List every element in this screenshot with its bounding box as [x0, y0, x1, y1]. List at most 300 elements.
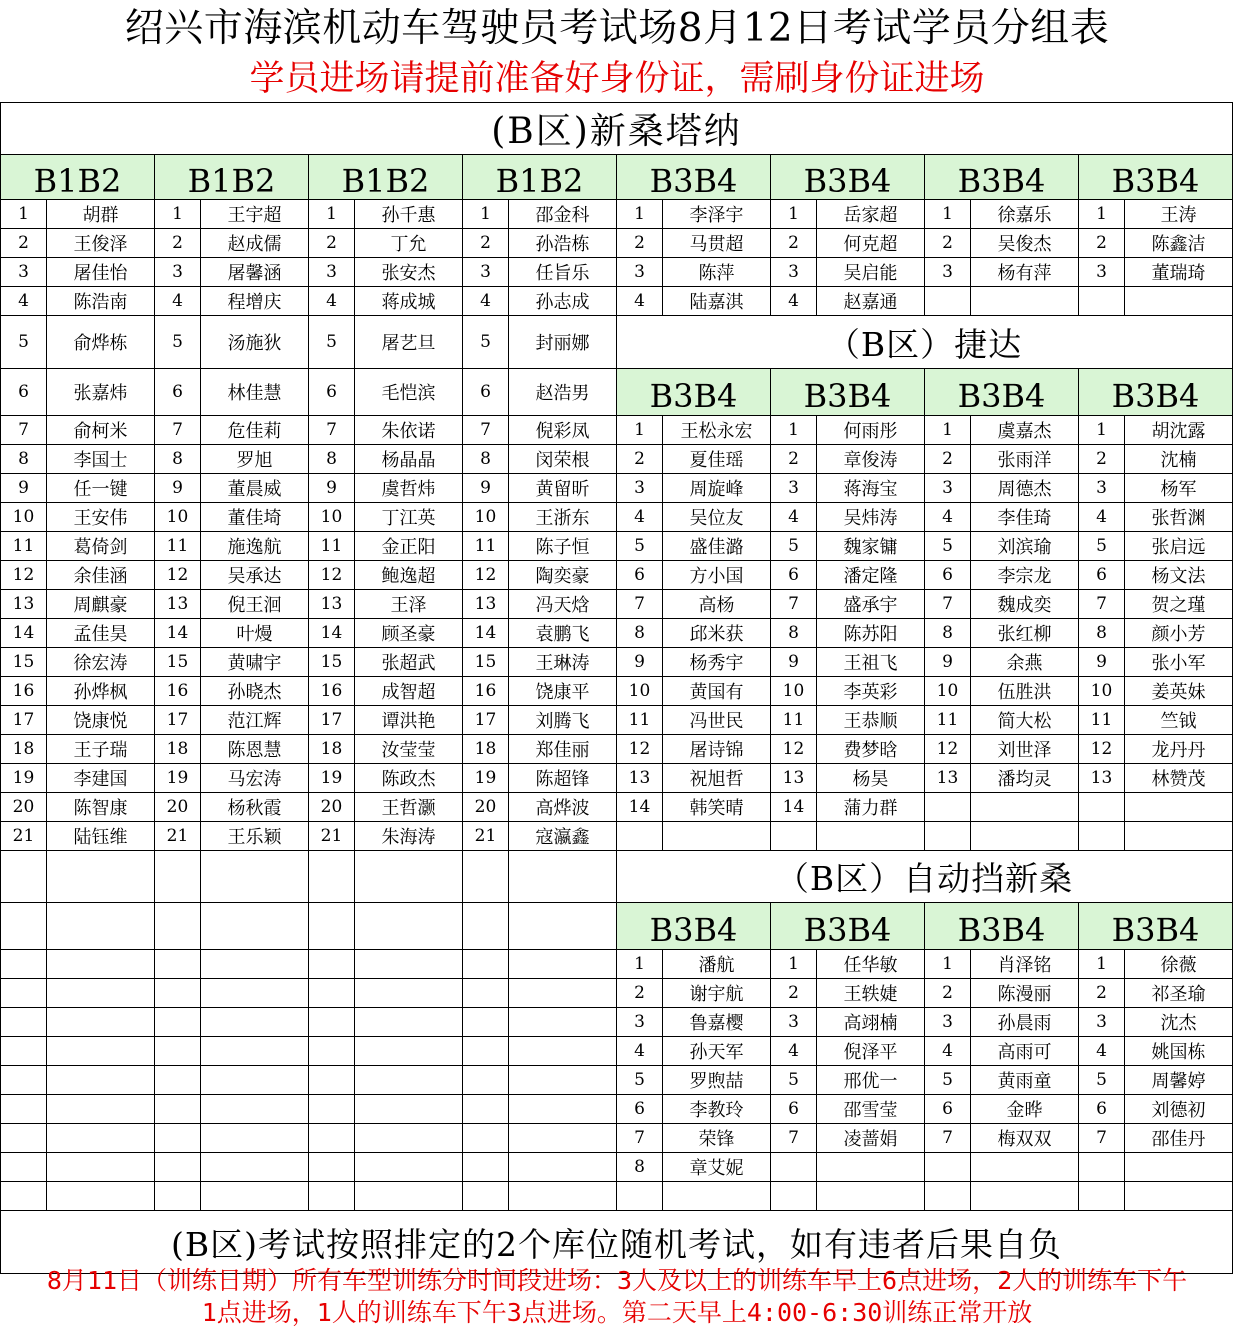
student-name: 王涛 [1125, 200, 1233, 229]
student-name: 俞烨栋 [47, 316, 155, 369]
student-name: 王宇超 [201, 200, 309, 229]
student-number: 3 [155, 258, 201, 287]
student-name: 陈萍 [663, 258, 771, 287]
student-name: 何克超 [817, 229, 925, 258]
student-number: 2 [1, 229, 47, 258]
student-number: 2 [1079, 229, 1125, 258]
empty-cell [201, 1008, 309, 1037]
empty-cell [463, 979, 509, 1008]
student-number: 2 [771, 445, 817, 474]
empty-cell [509, 1182, 617, 1211]
student-number: 3 [925, 1008, 971, 1037]
student-number: 2 [155, 229, 201, 258]
student-number: 2 [617, 445, 663, 474]
student-number: 14 [463, 619, 509, 648]
empty-cell [355, 1066, 463, 1095]
empty-cell [155, 1182, 201, 1211]
student-name: 徐宏涛 [47, 648, 155, 677]
student-name: 寇瀛鑫 [509, 822, 617, 851]
empty-cell [463, 1008, 509, 1037]
student-number: 18 [463, 735, 509, 764]
group-header-b3b4: B3B4 [617, 369, 771, 416]
student-number: 17 [155, 706, 201, 735]
student-number: 8 [309, 445, 355, 474]
student-name: 陶奕豪 [509, 561, 617, 590]
empty-cell [47, 1066, 155, 1095]
student-name: 黄啸宇 [201, 648, 309, 677]
empty-cell [1125, 793, 1233, 822]
empty-cell [355, 851, 463, 903]
student-name: 高翊楠 [817, 1008, 925, 1037]
student-name: 李国士 [47, 445, 155, 474]
empty-cell [771, 1153, 817, 1182]
table-row [1, 103, 1233, 155]
student-number: 7 [1079, 590, 1125, 619]
empty-cell [925, 1182, 971, 1211]
empty-cell [1079, 1153, 1125, 1182]
student-number: 17 [1, 706, 47, 735]
student-number: 6 [771, 561, 817, 590]
student-number: 6 [1079, 1095, 1125, 1124]
student-number: 15 [463, 648, 509, 677]
student-number: 3 [771, 258, 817, 287]
empty-cell [47, 1095, 155, 1124]
student-name: 杨有萍 [971, 258, 1079, 287]
student-number: 14 [309, 619, 355, 648]
student-name: 高烨波 [509, 793, 617, 822]
student-name: 张红柳 [971, 619, 1079, 648]
student-name: 黄雨童 [971, 1066, 1079, 1095]
empty-cell [355, 1182, 463, 1211]
empty-cell [47, 950, 155, 979]
student-name: 周麒豪 [47, 590, 155, 619]
student-number: 2 [1079, 445, 1125, 474]
student-name: 罗旭 [201, 445, 309, 474]
student-number: 2 [309, 229, 355, 258]
empty-cell [925, 287, 971, 316]
student-number: 7 [617, 590, 663, 619]
student-name: 费梦晗 [817, 735, 925, 764]
student-number: 6 [309, 369, 355, 416]
student-number: 8 [155, 445, 201, 474]
empty-cell [47, 1153, 155, 1182]
student-name: 胡沈露 [1125, 416, 1233, 445]
student-name: 孙烨枫 [47, 677, 155, 706]
student-name: 林佳慧 [201, 369, 309, 416]
empty-cell [925, 822, 971, 851]
empty-cell [1, 979, 47, 1008]
empty-cell [1, 903, 47, 950]
empty-cell [309, 1182, 355, 1211]
student-number: 3 [925, 474, 971, 503]
student-name: 张启远 [1125, 532, 1233, 561]
student-number: 5 [925, 532, 971, 561]
empty-cell [509, 1066, 617, 1095]
table-row [1, 532, 1233, 561]
empty-cell [309, 851, 355, 903]
student-name: 潘定隆 [817, 561, 925, 590]
student-name: 陆嘉淇 [663, 287, 771, 316]
student-name: 竺钺 [1125, 706, 1233, 735]
student-number: 1 [1079, 950, 1125, 979]
student-name: 盛佳潞 [663, 532, 771, 561]
student-number: 4 [771, 287, 817, 316]
student-name: 姚国栋 [1125, 1037, 1233, 1066]
student-name: 陈智康 [47, 793, 155, 822]
student-name: 黄留昕 [509, 474, 617, 503]
empty-cell [155, 979, 201, 1008]
student-name: 吴位友 [663, 503, 771, 532]
empty-cell [155, 1124, 201, 1153]
empty-cell [309, 1153, 355, 1182]
student-number: 9 [155, 474, 201, 503]
student-number: 7 [1, 416, 47, 445]
table-row [1, 648, 1233, 677]
student-number: 2 [925, 979, 971, 1008]
table-row [1, 950, 1233, 979]
student-name: 赵成儒 [201, 229, 309, 258]
student-number: 8 [771, 619, 817, 648]
table-row [1, 561, 1233, 590]
student-name: 罗煦喆 [663, 1066, 771, 1095]
empty-cell [309, 979, 355, 1008]
table-row [1, 1153, 1233, 1182]
table-row [1, 735, 1233, 764]
empty-cell [663, 822, 771, 851]
student-name: 丁江英 [355, 503, 463, 532]
student-name: 凌蔷娟 [817, 1124, 925, 1153]
empty-cell [1079, 822, 1125, 851]
student-name: 董瑞琦 [1125, 258, 1233, 287]
student-name: 余燕 [971, 648, 1079, 677]
student-number: 19 [155, 764, 201, 793]
student-number: 12 [617, 735, 663, 764]
student-name: 刘世泽 [971, 735, 1079, 764]
student-name: 李建国 [47, 764, 155, 793]
group-header-b3b4: B3B4 [1079, 369, 1233, 416]
student-number: 3 [1079, 258, 1125, 287]
group-header-b3b4: B3B4 [617, 155, 771, 200]
student-name: 吴承达 [201, 561, 309, 590]
student-name: 方小国 [663, 561, 771, 590]
student-name: 赵浩男 [509, 369, 617, 416]
table-row [1, 474, 1233, 503]
student-number: 21 [1, 822, 47, 851]
empty-cell [47, 1008, 155, 1037]
student-name: 李宗龙 [971, 561, 1079, 590]
student-name: 鲍逸超 [355, 561, 463, 590]
student-number: 11 [617, 706, 663, 735]
student-number: 5 [463, 316, 509, 369]
student-name: 王琳涛 [509, 648, 617, 677]
student-name: 杨晶晶 [355, 445, 463, 474]
student-number: 4 [1079, 1037, 1125, 1066]
student-name: 高杨 [663, 590, 771, 619]
student-number: 6 [925, 561, 971, 590]
student-number: 9 [309, 474, 355, 503]
empty-cell [771, 1182, 817, 1211]
student-name: 孙浩栋 [509, 229, 617, 258]
student-name: 韩笑晴 [663, 793, 771, 822]
empty-cell [1079, 793, 1125, 822]
student-name: 葛倚剑 [47, 532, 155, 561]
student-number: 18 [1, 735, 47, 764]
student-number: 2 [771, 229, 817, 258]
empty-cell [201, 1066, 309, 1095]
empty-cell [1079, 287, 1125, 316]
student-number: 9 [771, 648, 817, 677]
student-name: 屠佳怡 [47, 258, 155, 287]
student-name: 金晔 [971, 1095, 1079, 1124]
student-number: 3 [925, 258, 971, 287]
empty-cell [155, 851, 201, 903]
student-name: 饶康悦 [47, 706, 155, 735]
student-name: 董佳埼 [201, 503, 309, 532]
student-name: 闵荣根 [509, 445, 617, 474]
empty-cell [47, 1037, 155, 1066]
student-number: 15 [1, 648, 47, 677]
student-name: 蒋海宝 [817, 474, 925, 503]
table-row [1, 764, 1233, 793]
student-name: 徐薇 [1125, 950, 1233, 979]
empty-cell [155, 1095, 201, 1124]
empty-cell [1079, 1182, 1125, 1211]
student-name: 汤施狄 [201, 316, 309, 369]
student-number: 16 [155, 677, 201, 706]
student-name: 谭洪艳 [355, 706, 463, 735]
student-number: 11 [925, 706, 971, 735]
student-name: 郑佳丽 [509, 735, 617, 764]
student-number: 4 [617, 1037, 663, 1066]
student-number: 10 [309, 503, 355, 532]
student-number: 3 [617, 258, 663, 287]
student-number: 1 [1, 200, 47, 229]
table-row [1, 793, 1233, 822]
empty-cell [1125, 1153, 1233, 1182]
student-name: 倪泽平 [817, 1037, 925, 1066]
empty-cell [817, 822, 925, 851]
empty-cell [509, 851, 617, 903]
empty-cell [309, 1124, 355, 1153]
empty-cell [47, 903, 155, 950]
student-number: 11 [771, 706, 817, 735]
empty-cell [925, 793, 971, 822]
student-name: 王松永宏 [663, 416, 771, 445]
student-name: 余佳涵 [47, 561, 155, 590]
student-name: 夏佳瑶 [663, 445, 771, 474]
student-name: 马宏涛 [201, 764, 309, 793]
empty-cell [509, 903, 617, 950]
empty-cell [1, 1095, 47, 1124]
student-name: 金正阳 [355, 532, 463, 561]
student-name: 林赞茂 [1125, 764, 1233, 793]
student-number: 5 [155, 316, 201, 369]
student-number: 5 [617, 532, 663, 561]
table-row [1, 503, 1233, 532]
student-number: 14 [617, 793, 663, 822]
empty-cell [155, 950, 201, 979]
student-name: 邢优一 [817, 1066, 925, 1095]
student-name: 邵佳丹 [1125, 1124, 1233, 1153]
student-number: 3 [1079, 1008, 1125, 1037]
empty-cell [817, 1153, 925, 1182]
table-row [1, 258, 1233, 287]
empty-cell [817, 1182, 925, 1211]
empty-cell [355, 1037, 463, 1066]
empty-cell [771, 822, 817, 851]
student-number: 8 [617, 619, 663, 648]
table-row [1, 1066, 1233, 1095]
student-number: 7 [1079, 1124, 1125, 1153]
student-number: 21 [463, 822, 509, 851]
student-name: 成智超 [355, 677, 463, 706]
training-notice-line2: 1点进场，1人的训练车下午3点进场。第二天早上4:00-6:30训练正常开放 [201, 1298, 1033, 1327]
student-number: 1 [617, 416, 663, 445]
empty-cell [463, 1153, 509, 1182]
student-number: 13 [309, 590, 355, 619]
student-name: 屠馨涵 [201, 258, 309, 287]
table-row [1, 1008, 1233, 1037]
student-name: 吴启能 [817, 258, 925, 287]
empty-cell [155, 1008, 201, 1037]
student-number: 19 [309, 764, 355, 793]
student-number: 3 [1079, 474, 1125, 503]
student-name: 张安杰 [355, 258, 463, 287]
student-number: 10 [1, 503, 47, 532]
group-header-b1b2: B1B2 [1, 155, 155, 200]
student-number: 14 [771, 793, 817, 822]
table-row [1, 979, 1233, 1008]
empty-cell [355, 1008, 463, 1037]
student-number: 1 [617, 200, 663, 229]
table-row [1, 590, 1233, 619]
student-number: 13 [617, 764, 663, 793]
student-number: 1 [925, 200, 971, 229]
student-number: 13 [1079, 764, 1125, 793]
empty-cell [47, 1124, 155, 1153]
student-number: 12 [925, 735, 971, 764]
student-name: 谢宇航 [663, 979, 771, 1008]
student-name: 祝旭哲 [663, 764, 771, 793]
empty-cell [355, 903, 463, 950]
student-number: 7 [309, 416, 355, 445]
student-name: 朱依诺 [355, 416, 463, 445]
student-number: 4 [925, 503, 971, 532]
empty-cell [1125, 1182, 1233, 1211]
student-number: 6 [1, 369, 47, 416]
empty-cell [971, 1153, 1079, 1182]
empty-cell [463, 1182, 509, 1211]
empty-cell [463, 1124, 509, 1153]
student-number: 7 [771, 1124, 817, 1153]
empty-cell [509, 1124, 617, 1153]
student-number: 3 [617, 474, 663, 503]
student-name: 章艾妮 [663, 1153, 771, 1182]
student-name: 姜英妹 [1125, 677, 1233, 706]
table-row [1, 677, 1233, 706]
group-header-b3b4: B3B4 [925, 155, 1079, 200]
student-name: 肖泽铭 [971, 950, 1079, 979]
student-number: 3 [771, 474, 817, 503]
empty-cell [201, 1182, 309, 1211]
empty-cell [1, 1008, 47, 1037]
empty-cell [463, 1066, 509, 1095]
table-row [1, 229, 1233, 258]
empty-cell [463, 851, 509, 903]
student-name: 杨秋霞 [201, 793, 309, 822]
student-number: 9 [617, 648, 663, 677]
section-header-jetta: （B区）捷达 [617, 316, 1233, 369]
student-name: 顾圣豪 [355, 619, 463, 648]
group-header-b3b4: B3B4 [771, 155, 925, 200]
student-name: 任旨乐 [509, 258, 617, 287]
student-name: 程增庆 [201, 287, 309, 316]
student-number: 6 [155, 369, 201, 416]
empty-cell [47, 851, 155, 903]
empty-cell [509, 1037, 617, 1066]
student-name: 章俊涛 [817, 445, 925, 474]
student-name: 张嘉炜 [47, 369, 155, 416]
student-number: 7 [925, 1124, 971, 1153]
student-number: 11 [1, 532, 47, 561]
student-name: 盛承宇 [817, 590, 925, 619]
empty-cell [201, 1153, 309, 1182]
student-number: 8 [1079, 619, 1125, 648]
student-number: 20 [155, 793, 201, 822]
student-number: 4 [463, 287, 509, 316]
student-number: 14 [155, 619, 201, 648]
student-number: 12 [1, 561, 47, 590]
student-number: 13 [155, 590, 201, 619]
table-row [1, 200, 1233, 229]
empty-cell [509, 1095, 617, 1124]
page-title: 绍兴市海滨机动车驾驶员考试场8月12日考试学员分组表 [124, 6, 1110, 51]
student-name: 杨军 [1125, 474, 1233, 503]
student-number: 1 [1079, 416, 1125, 445]
student-number: 2 [771, 979, 817, 1008]
empty-cell [201, 903, 309, 950]
empty-cell [355, 1095, 463, 1124]
table-row [1, 619, 1233, 648]
student-number: 1 [771, 200, 817, 229]
student-name: 周馨婷 [1125, 1066, 1233, 1095]
empty-cell [309, 950, 355, 979]
student-name: 汝莹莹 [355, 735, 463, 764]
empty-cell [355, 1153, 463, 1182]
student-number: 13 [1, 590, 47, 619]
student-name: 王祖飞 [817, 648, 925, 677]
student-number: 14 [1, 619, 47, 648]
student-number: 6 [925, 1095, 971, 1124]
student-number: 1 [155, 200, 201, 229]
student-name: 徐嘉乐 [971, 200, 1079, 229]
student-name: 刘腾飞 [509, 706, 617, 735]
student-name: 丁允 [355, 229, 463, 258]
student-name: 高雨可 [971, 1037, 1079, 1066]
empty-cell [463, 1095, 509, 1124]
empty-cell [201, 950, 309, 979]
student-name: 屠诗锦 [663, 735, 771, 764]
student-name: 孙千惠 [355, 200, 463, 229]
student-name: 何雨彤 [817, 416, 925, 445]
empty-cell [309, 1095, 355, 1124]
student-number: 19 [463, 764, 509, 793]
group-header-b1b2: B1B2 [155, 155, 309, 200]
student-name: 张超武 [355, 648, 463, 677]
student-number: 10 [925, 677, 971, 706]
student-name: 王乐颖 [201, 822, 309, 851]
student-number: 1 [771, 950, 817, 979]
